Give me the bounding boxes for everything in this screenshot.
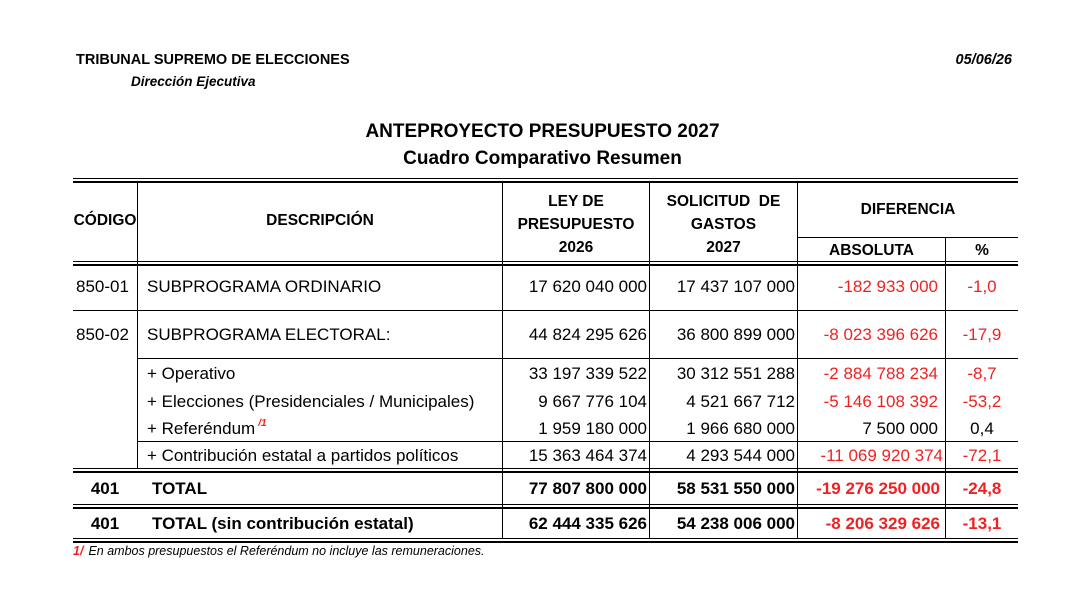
header-sol-line2: GASTOS (690, 216, 757, 233)
row-desc: + Elecciones (Presidenciales / Municipales) (147, 392, 475, 411)
row-ley: 44 824 295 626 (528, 325, 647, 344)
row-desc: TOTAL (sin contribución estatal) (152, 514, 414, 533)
row-pct: -24,8 (962, 479, 1002, 498)
row-code: 850-02 (76, 325, 129, 344)
row-desc: TOTAL (152, 479, 208, 498)
row-sol: 54 238 006 000 (676, 514, 795, 533)
row-pct: -17,9 (962, 325, 1002, 344)
rule-header-bottom-2 (73, 264, 1018, 266)
row-code: 850-01 (76, 277, 129, 296)
row-abs: -8 206 329 626 (825, 514, 940, 533)
row-desc: + Operativo (147, 364, 236, 383)
rule-row-1 (73, 310, 1018, 311)
row-abs: -8 023 396 626 (823, 325, 938, 344)
header-pct: % (975, 242, 989, 259)
header-ley-year: 2026 (558, 239, 594, 256)
row-pct: -72,1 (962, 446, 1002, 465)
header-absoluta: ABSOLUTA (829, 242, 914, 259)
footnote-marker: 1/ (73, 544, 84, 558)
row-abs: -182 933 000 (837, 277, 938, 296)
row-sol: 36 800 899 000 (676, 325, 795, 344)
row-ley: 33 197 339 522 (528, 364, 647, 383)
row-pct: -13,1 (962, 514, 1002, 533)
row-ley: 9 667 776 104 (538, 392, 647, 411)
row-ley: 77 807 800 000 (528, 479, 647, 498)
row-code: 401 (90, 479, 120, 498)
header-sol-line1: SOLICITUD DE (666, 193, 781, 210)
rule-bottom-2 (73, 541, 1018, 543)
row-desc: SUBPROGRAMA ORDINARIO (147, 277, 382, 296)
row-sol: 17 437 107 000 (676, 277, 795, 296)
rule-top-2 (73, 181, 1018, 183)
row-abs: -19 276 250 000 (816, 479, 940, 498)
footnote-ref: /1 (258, 418, 267, 429)
row-ley: 15 363 464 374 (528, 446, 647, 465)
row-ley: 17 620 040 000 (528, 277, 647, 296)
header-sol-year: 2027 (706, 239, 741, 256)
header-codigo: CÓDIGO (73, 212, 137, 229)
row-ley: 62 444 335 626 (528, 514, 647, 533)
row-pct: -8,7 (967, 364, 997, 383)
rule-row-subtotal (137, 441, 1018, 442)
report-title: ANTEPROYECTO PRESUPUESTO 2027 (365, 121, 720, 142)
row-sol: 30 312 551 288 (676, 364, 795, 383)
row-desc: SUBPROGRAMA ELECTORAL: (147, 325, 391, 344)
row-ley: 1 959 180 000 (538, 419, 647, 438)
footnote-text: En ambos presupuestos el Referéndum no incluye las remuneraciones. (88, 544, 485, 558)
row-sol: 1 966 680 000 (686, 419, 795, 438)
row-pct: -1,0 (967, 277, 997, 296)
row-pct: -53,2 (962, 392, 1002, 411)
row-abs: -11 069 920 374 (820, 446, 943, 465)
row-sol: 4 521 667 712 (686, 392, 795, 411)
rule-diferencia (798, 237, 1018, 238)
row-desc: + Contribución estatal a partidos políticos (147, 446, 459, 465)
rule-row-2 (137, 358, 1018, 359)
row-abs: -5 146 108 392 (823, 392, 938, 411)
rule-total-top-2 (73, 471, 1018, 473)
rule-total-bottom-1 (73, 504, 1018, 505)
row-pct: 0,4 (970, 419, 994, 438)
rule-total-top-1 (73, 468, 1018, 469)
footnote (73, 544, 485, 558)
header-descripcion: DESCRIPCIÓN (266, 212, 374, 229)
row-sol: 4 293 544 000 (686, 446, 795, 465)
row-abs: -2 884 788 234 (823, 364, 938, 383)
department-name: Dirección Ejecutiva (131, 74, 256, 89)
row-code: 401 (90, 514, 120, 533)
row-desc: + Referéndum (147, 419, 256, 438)
row-abs: 7 500 000 (862, 419, 938, 438)
header-ley (503, 190, 649, 259)
rule-bottom-1 (73, 538, 1018, 539)
report-date: 05/06/26 (955, 52, 1012, 68)
row-desc-wrap (147, 419, 267, 442)
organization-name: TRIBUNAL SUPREMO DE ELECCIONES (76, 52, 350, 68)
header-ley-line1: LEY DE (548, 193, 604, 210)
report-subtitle: Cuadro Comparativo Resumen (403, 148, 682, 169)
header-diferencia: DIFERENCIA (860, 201, 956, 218)
rule-total-bottom-2 (73, 507, 1018, 509)
header-solicitud (650, 190, 797, 259)
header-ley-line2: PRESUPUESTO (517, 216, 635, 233)
row-sol: 58 531 550 000 (676, 479, 795, 498)
rule-top-1 (73, 178, 1018, 179)
